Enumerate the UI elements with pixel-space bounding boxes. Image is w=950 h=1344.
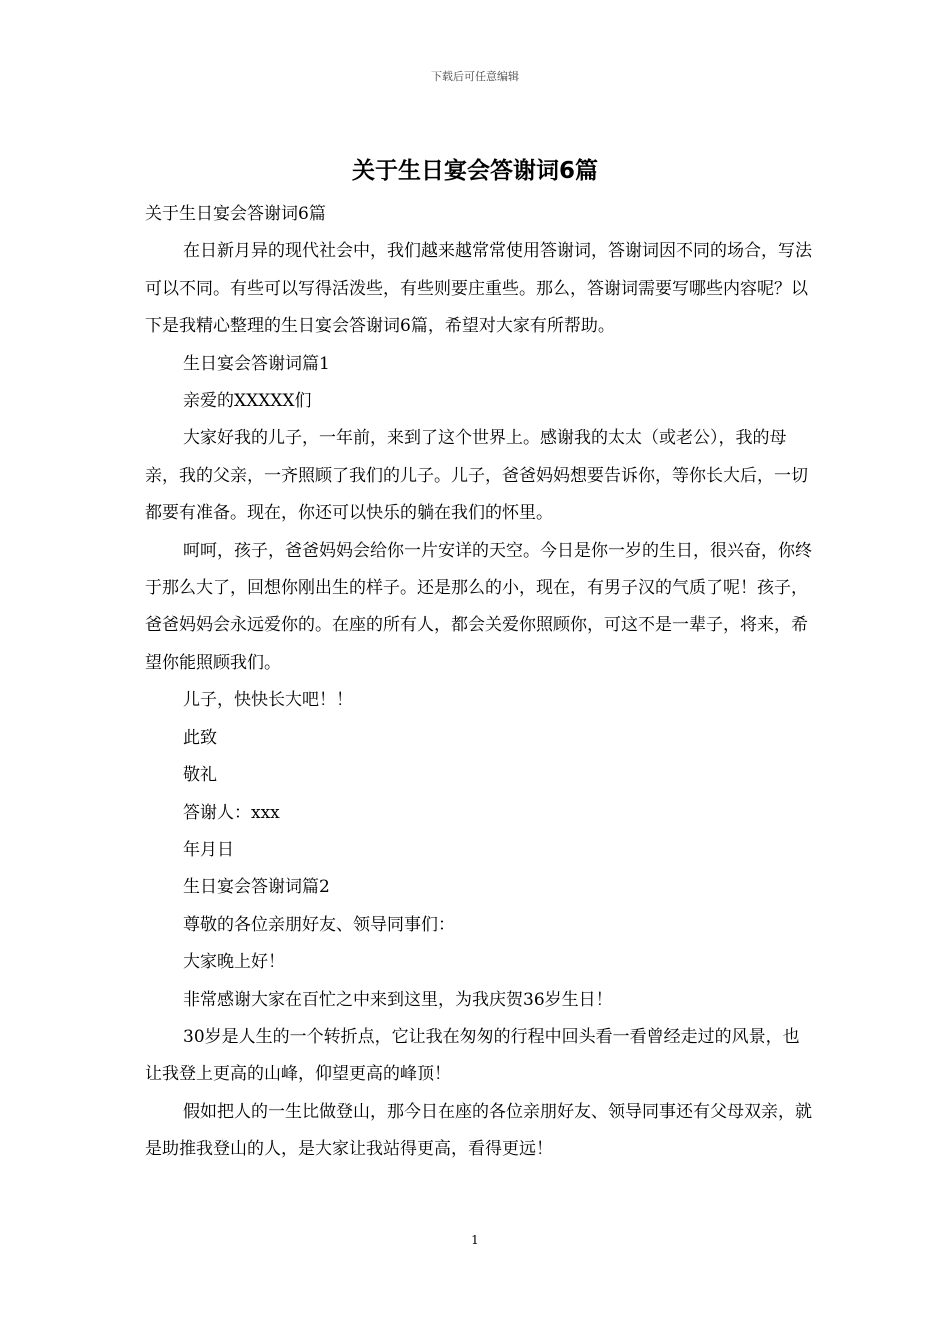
body-paragraph: 呵呵，孩子，爸爸妈妈会给你一片安详的天空。今日是你一岁的生日，很兴奋，你终于那么大了，回想你刚出生的样子。还是那么的小，现在，有男子汉的气质了呢！孩子，爸爸妈妈会永远爱你的。在座的所有人，都会关爱你照顾你，可这不是一辈子，将来，希望你能照顾我们。 [145,540,812,673]
intro-paragraph: 在日新月异的现代社会中，我们越来越常常使用答谢词，答谢词因不同的场合，写法可以不同。有些可以写得活泼些，有些则要庄重些。那么，答谢词需要写哪些内容呢？以下是我精心整理的生日宴会答谢词6篇，希望对大家有所帮助。 [145,241,812,337]
salutation: 亲爱的XXXXX们 [183,391,312,412]
salutation: 尊敬的各位亲朋好友、领导同事们： [183,914,455,935]
body-paragraph: 假如把人的一生比做登山，那今日在座的各位亲朋好友、领导同事还有父母双亲，就是助推我登山的人，是大家让我站得更高，看得更远！ [145,1101,812,1160]
closing-line: 敬礼 [183,765,217,786]
section-heading-1: 生日宴会答谢词篇1 [183,353,330,374]
date-line: 年月日 [183,839,234,860]
document-body [145,196,815,1169]
signature-line: 答谢人：xxx [183,802,280,823]
body-paragraph: 大家好我的儿子，一年前，来到了这个世界上。感谢我的太太（或老公），我的母亲，我的父亲，一齐照顾了我们的儿子。儿子，爸爸妈妈想要告诉你，等你长大后，一切都要有准备。现在，你还可以快乐的躺在我们的怀里。 [145,428,808,524]
section-heading-2: 生日宴会答谢词篇2 [183,877,330,898]
subtitle-line: 关于生日宴会答谢词6篇 [145,204,326,224]
body-paragraph: 非常感谢大家在百忙之中来到这里，为我庆贺36岁生日！ [183,989,613,1010]
closing-line: 此致 [183,727,217,748]
document-title: 关于生日宴会答谢词6篇 [351,158,598,184]
page-number: 1 [471,1233,479,1247]
body-paragraph: 30岁是人生的一个转折点，它让我在匆匆的行程中回头看一看曾经走过的风景，也让我登上更高的山峰，仰望更高的峰顶！ [145,1026,800,1085]
greeting-line: 大家晚上好！ [183,952,285,973]
header-note: 下载后可任意编辑 [431,70,519,83]
body-paragraph: 儿子，快快长大吧！！ [183,690,353,711]
